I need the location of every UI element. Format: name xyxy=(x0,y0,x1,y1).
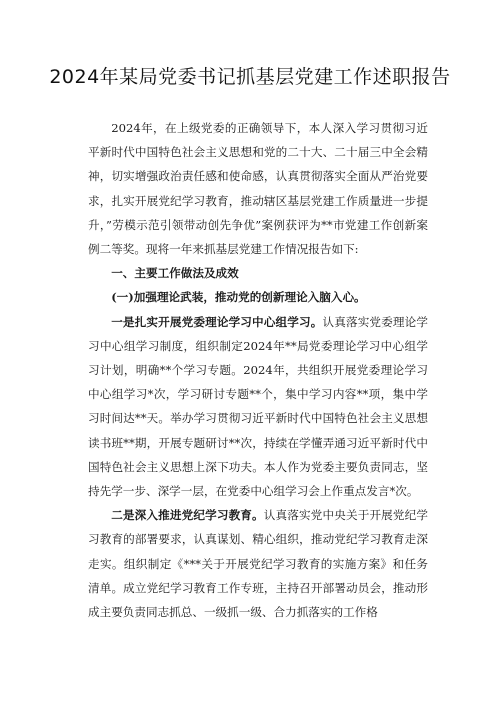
document-body xyxy=(88,116,428,624)
intro-paragraph: 2024年，在上级党委的正确领导下，本人深入学习贯彻习近平新时代中国特色社会主义思想和党的二十大、二十届三中全会精神，切实增强政治责任感和使命感，认真贯彻落实全面从严治党要求，扎实开展党纪学习教育，推动辖区基层党建工作质量进一步提升，”劳模示范引领带动创先争优”案例获评为**市党建工作创新案例二等奖。现将一年来抓基层党建工作情况报告如下: xyxy=(88,121,428,257)
subsection-heading: (一)加强理论武装，推动党的创新理论入脑入心。 xyxy=(111,290,366,305)
item-body-1: 认真落实党委理论学习中心组学习制度，组织制定2024年**局党委理论学习中心组学习计划，明确**个学习专题。2024年，共组织开展党委理论学习中心组学习*次，学习研讨专题**个，集中学习内容**项，集中学习时间达**天。举办学习贯彻习近平新时代中国特色社会主义思想读书班**期，开展专题研讨**次，持续在学懂弄通习近平新时代中国特色社会主义思想上深下功夫。本人作为党委主要负责同志，坚持先学一步、深学一层，在党委中心组学习会上作重点发言*次。 xyxy=(88,314,428,499)
item-lead-2: 二是深入推进党纪学习教育。 xyxy=(111,508,264,523)
item-body-2: 认真落实党中央关于开展党纪学习教育的部署要求，认真谋划、精心组织，推动党纪学习教育走深走实。组织制定《***关于开展党纪学习教育的实施方案》和任务清单。成立党纪学习教育工作专班，主持召开部署动员会，推动形成主要负责同志抓总、一级抓一级、合力抓落实的工作格 xyxy=(88,508,428,620)
document-title: 2024年某局党委书记抓基层党建工作述职报告 xyxy=(49,66,451,88)
item-paragraph-1 xyxy=(88,310,428,504)
item-lead-1: 一是扎实开展党委理论学习中心组学习。 xyxy=(111,314,323,329)
item-paragraph-2 xyxy=(88,503,428,624)
section-heading: 一、主要工作做法及成效 xyxy=(111,266,239,281)
